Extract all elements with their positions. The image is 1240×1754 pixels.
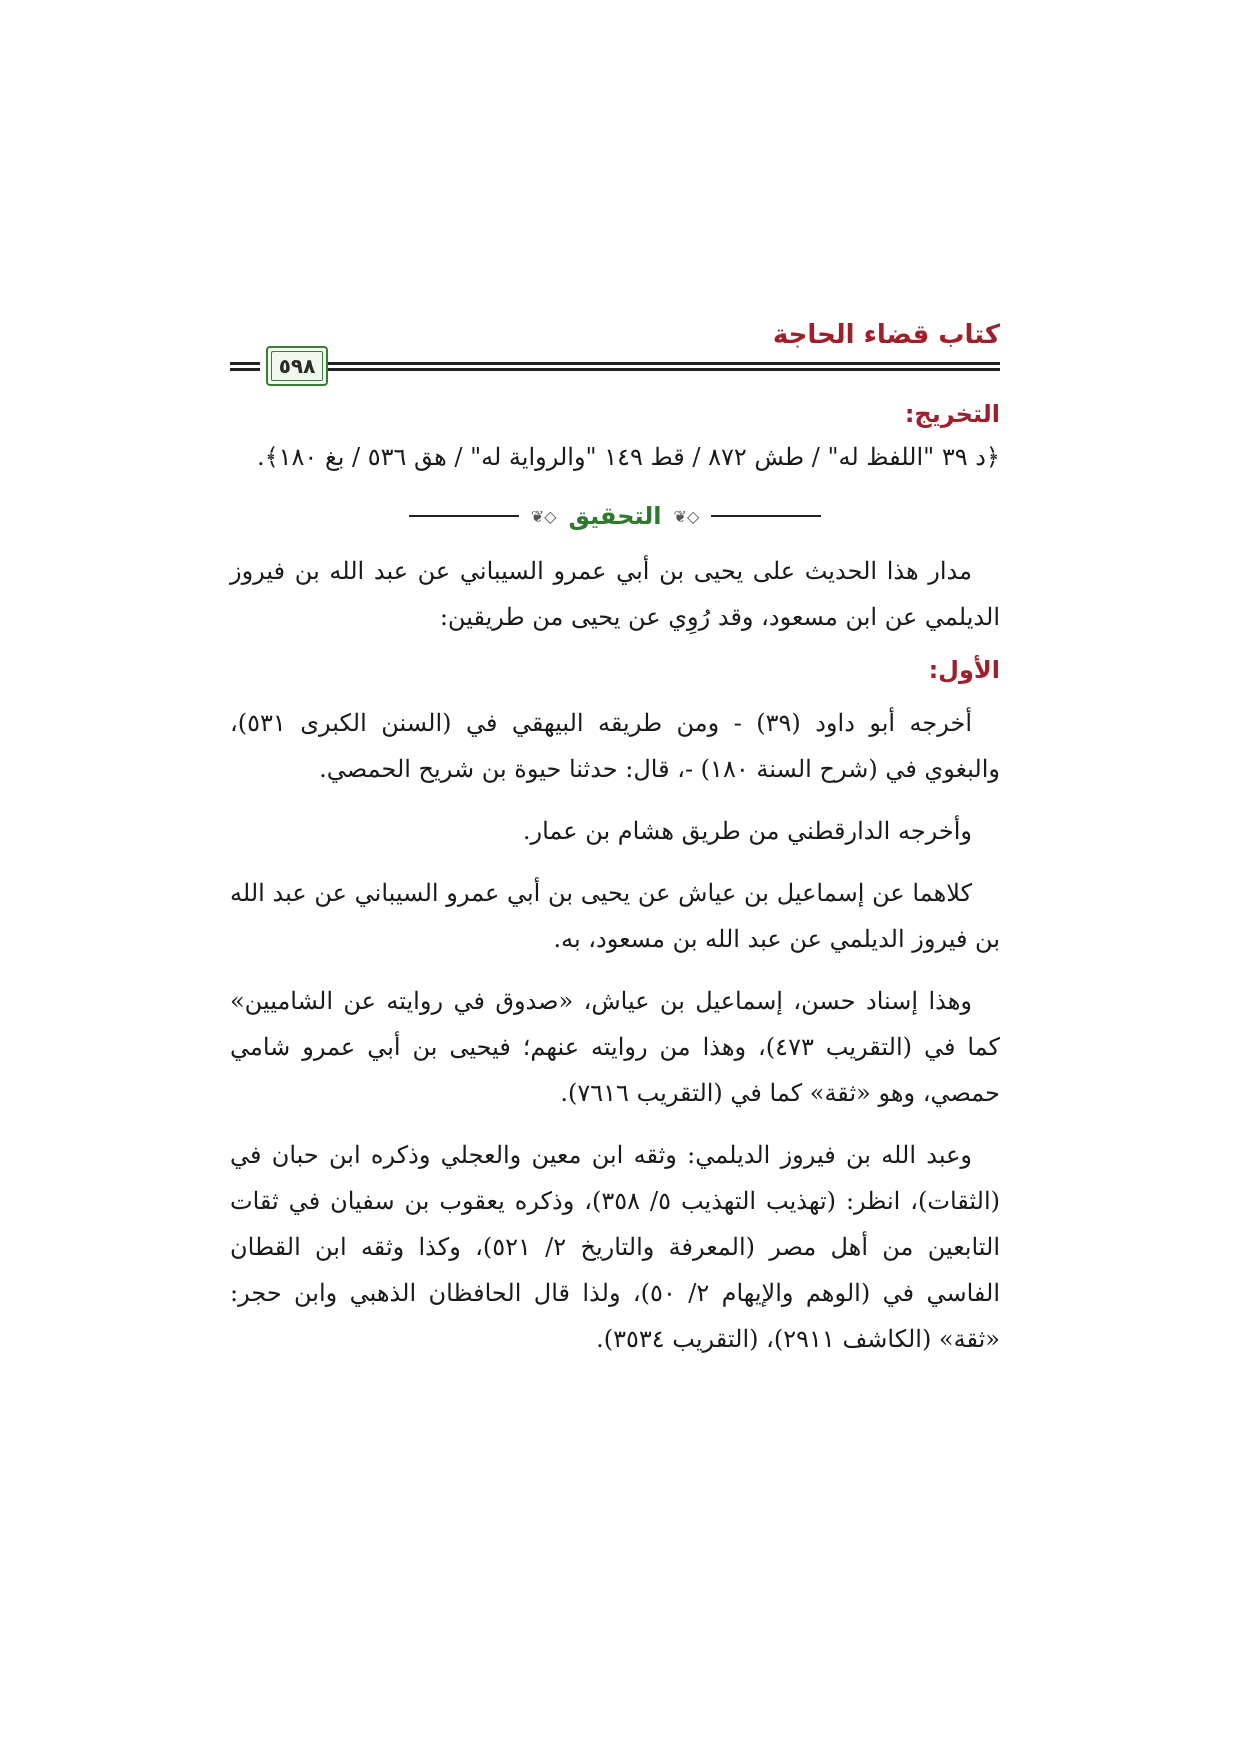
book-title: كتاب قضاء الحاجة: [772, 320, 1000, 350]
page: [230, 300, 1000, 1378]
body-paragraph: وأخرجه الدارقطني من طريق هشام بن عمار.: [522, 817, 972, 845]
takhrij-label: التخريج:: [904, 400, 1000, 428]
body-paragraph: وهذا إسناد حسن، إسماعيل بن عياش، «صدوق في روايته عن الشاميين» كما في (التقريب ٤٧٣)، وهذا من روايته عنهم؛ فيحيى بن أبي عمرو شامي حمصي، وهو «ثقة» كما في (التقريب ٧٦١٦).: [230, 987, 1000, 1107]
takhrij-refs: ﴿د ٣٩ "اللفظ له" / طش ٨٧٢ / قط ١٤٩ "والرواية له" / هق ٥٣٦ / بغ ١٨٠﴾.: [256, 443, 1000, 471]
header-rule: [230, 368, 260, 371]
first-way-label: الأول:: [928, 656, 1000, 684]
divider-line: [409, 515, 519, 517]
header-rule: [300, 368, 1000, 371]
header-rule: [230, 362, 260, 365]
ornament-icon: ◇❦: [530, 506, 557, 526]
ornament-icon: ◇❦: [673, 506, 700, 526]
body-paragraph: أخرجه أبو داود (٣٩) - ومن طريقه البيهقي في (السنن الكبرى ٥٣١)، والبغوي في (شرح السنة ١٨٠) -، قال: حدثنا حيوة بن شريح الحمصي.: [230, 709, 1000, 783]
tahqiq-label: التحقيق: [568, 502, 662, 530]
header-rule: [300, 362, 1000, 365]
divider-line: [711, 515, 821, 517]
tahqiq-divider: [230, 502, 1000, 530]
page-header: [230, 300, 1000, 380]
intro-paragraph: مدار هذا الحديث على يحيى بن أبي عمرو السيباني عن عبد الله بن فيروز الديلمي عن ابن مسعود، وقد رُوِي عن يحيى من طريقين:: [230, 557, 1000, 631]
page-number: ٥٩٨: [266, 346, 328, 386]
body-paragraph: كلاهما عن إسماعيل بن عياش عن يحيى بن أبي عمرو السيباني عن عبد الله بن فيروز الديلمي عن عبد الله بن مسعود، به.: [230, 879, 1000, 953]
body-paragraph: وعبد الله بن فيروز الديلمي: وثقه ابن معين والعجلي وذكره ابن حبان في (الثقات)، انظر: (تهذيب التهذيب ٥/ ٣٥٨)، وذكره يعقوب بن سفيان في ثقات التابعين من أهل مصر (المعرفة والتاريخ ٢/ ٥٢١)، وكذا وثقه ابن القطان الفاسي في (الوهم والإيهام ٢/ ٥٠)، ولذا قال الحافظان الذهبي وابن حجر: «ثقة» (الكاشف ٢٩١١)، (التقريب ٣٥٣٤).: [230, 1141, 1001, 1353]
